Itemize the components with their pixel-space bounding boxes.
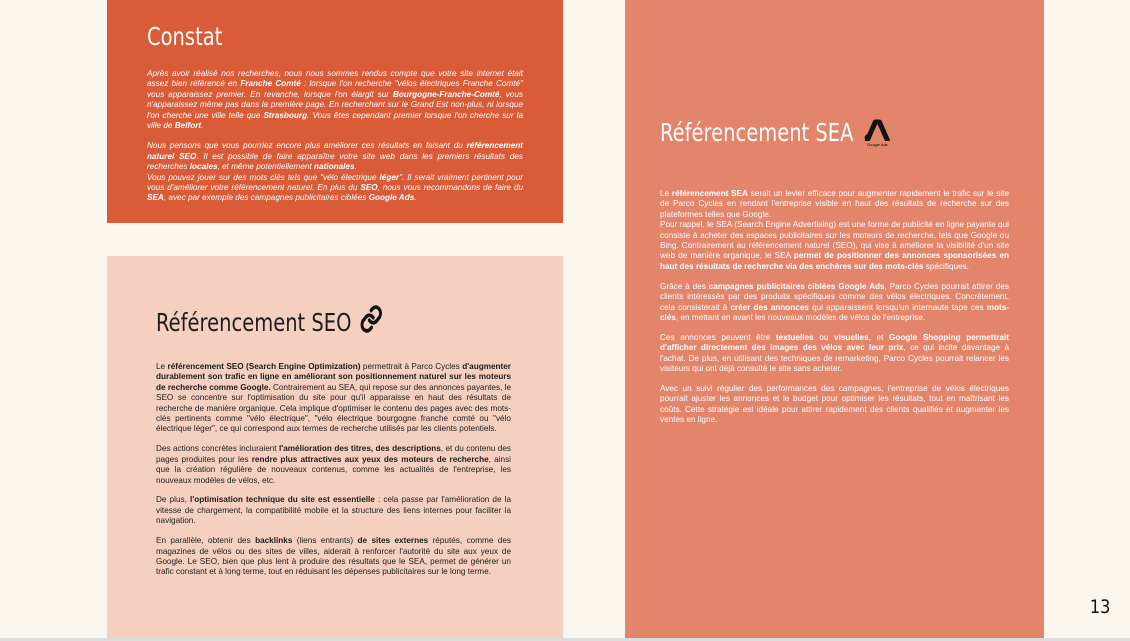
emphasis-text: backlinks [255, 536, 293, 546]
constat-title: Constat [147, 22, 223, 51]
sea-title: Référencement SEA [660, 118, 854, 147]
emphasis-text: d'augmenter durablement son trafic en ligne en améliorant son positionnement naturel sur les moteurs de recherche comme Google. [156, 362, 511, 392]
emphasis-text: de sites externes [357, 536, 429, 546]
emphasis-text: Belfort [174, 121, 202, 131]
seo-paragraph: De plus, l'optimisation technique du site est essentielle : cela passe par l'amélioration de la vitesse de chargement, la compatibilité mobile et la structure des liens internes pour faciliter la navigation. [156, 495, 512, 526]
sea-paragraph: Avec un suivi régulier des performances des campagnes, l'entreprise de vélos électriques pourrait ajuster les annonces et le budget pour optimiser les résultats, tout en maîtrisant les coûts. Cette stratégie est idéale pour attirer rapidement des clients qualifiés et augmenter les ventes en ligne. [660, 384, 1009, 425]
emphasis-text: mots-clés [660, 302, 1009, 322]
emphasis-text: visuelles [834, 332, 869, 342]
sea-title-row [660, 118, 932, 147]
sea-paragraph: Le référencement SEA serait un levier efficace pour augmenter rapidement le trafic sur le site de Parco Cycles en rendant l'entreprise visible en haut des résultats de recherche sur des plateformes telles que Google. Pour rappel, le SEA (Search Engine Advertising) est une forme de publicité en ligne payante qui consiste à acheter des espaces publicitaires sur les moteurs de recherche, tels que Google ou Bing. Contrairement au référencement naturel (SEO), qui vise à améliorer la visibilité d'un site web de manière organique, le SEA permet de positionner des annonces sponsorisées en haut des résultats de recherche via des enchères sur des mots-clés spécifiques. [660, 189, 1010, 271]
sea-paragraph: Ces annonces peuvent être textuelles ou visuelles, et Google Shopping permettrait d'afficher directement des images des vélos avec leur prix, ce qui incite davantage à l'achat. De plus, en utilisant des techniques de remarketing, Parco Cycles pourrait relancer les visiteurs qui ont déjà consulté le site sans acheter. [660, 332, 1009, 374]
page-number: 13 [1089, 596, 1111, 618]
constat-panel [107, 0, 563, 223]
emphasis-text: l'amélioration des titres, des descriptions [279, 444, 441, 454]
emphasis-text: textuelles [775, 332, 814, 342]
emphasis-text: créer des annonces [730, 302, 809, 312]
emphasis-text: SEO [360, 183, 378, 193]
seo-panel [107, 256, 563, 641]
emphasis-text: locales [189, 162, 218, 172]
emphasis-text: rendre plus attractives aux yeux des moteurs de recherche [251, 454, 489, 464]
google-ads-caption: Google Ads [867, 141, 888, 147]
seo-title: Référencement SEO [156, 307, 352, 337]
constat-body [147, 69, 523, 204]
emphasis-text: référencement SEO (Search Engine Optimization) [167, 362, 361, 371]
seo-paragraph: Des actions concrètes incluraient l'amélioration des titres, des descriptions, et du contenu des pages produites pour les rendre plus attractives aux yeux des moteurs de recherche, ainsi que la création régulière de nouveaux contenus, comme les actualités de l'entreprise, les nouveaux modèles de vélos, etc. [156, 444, 511, 485]
sea-panel [625, 0, 1044, 641]
emphasis-text: campagnes publicitaires ciblées Google Ads [708, 281, 885, 291]
emphasis-text: permet de positionner des annonces sponsorisées en haut des résultats de recherche via des enchères sur des mots-clés [660, 251, 1010, 271]
emphasis-text: SEA [147, 193, 164, 203]
emphasis-text: Google Ads [368, 193, 415, 203]
constat-paragraph: Nous pensons que vous pourriez encore plus améliorer ces résultats en faisant du référencement naturel SEO. Il est possible de faire apparaître votre site web dans les premiers résultats des recherches locales, et même potentiellement nationales. Vous pouvez jouer sur des mots clés tels que "vélo électrique léger". Il serait vraiment pertinent pour vous d'améliorer votre référencement naturel. En plus du SEO, nous vous recommandons de faire du SEA, avec par exemple des campagnes publicitaires ciblées Google Ads. [147, 141, 523, 203]
sea-paragraph: Grâce à des campagnes publicitaires ciblées Google Ads, Parco Cycles pourrait attirer des clients intéressés par des produits spécifiques comme des vélos électriques. Concrètement, cela consisterait à créer des annonces qui apparaissent lorsqu'un internaute tape ces mots-clés, en mettant en avant les nouveaux modèles de vélos de l'entreprise. [660, 281, 1010, 322]
google-ads-icon [864, 119, 890, 147]
emphasis-text: référencement SEA [671, 189, 748, 198]
emphasis-text: Google Shopping permettrait d'afficher directement des images des vélos avec leur prix [660, 332, 1009, 353]
emphasis-text: Strasbourg [263, 110, 308, 120]
emphasis-text: Franche Comté [240, 79, 301, 89]
emphasis-text: Bourgogne-Franche-Comté [393, 89, 500, 99]
sea-body [660, 189, 1009, 426]
emphasis-text: référencement naturel SEO [147, 141, 523, 161]
emphasis-text: nationales [314, 162, 355, 172]
seo-paragraph: En parallèle, obtenir des backlinks (liens entrants) de sites externes réputés, comme des magazines de vélos ou des sites de villes, aiderait à renforcer l'autorité du site aux yeux de Google. Le SEO, bien que plus lent à produire des résultats que le SEA, permet de générer un trafic constant et à long terme, tout en réduisant les dépenses publicitaires sur le long terme. [156, 536, 512, 577]
emphasis-text: l'optimisation technique du site est essentielle [189, 495, 375, 505]
seo-body [156, 362, 511, 578]
seo-title-row [156, 304, 433, 340]
link-icon [359, 304, 382, 340]
seo-paragraph: Le référencement SEO (Search Engine Optimization) permettrait à Parco Cycles d'augmenter durablement son trafic en ligne en améliorant son positionnement naturel sur les moteurs de recherche comme Google. Contrairement au SEA, qui repose sur des annonces payantes, le SEO se concentre sur l'optimisation du site pour qu'il apparaisse en haut des résultats de recherche de manière organique. Cela implique d'optimiser le contenu des pages avec des mots-clés pertinents comme "vélo électrique", "vélo électrique bourgogne franche comté ou "vélo électrique léger", ce qui correspond aux termes de recherche utilisés par les clients potentiels. [156, 362, 511, 434]
emphasis-text: léger [379, 172, 400, 182]
constat-paragraph: Après avoir réalisé nos recherches, nous nous sommes rendus compte que votre site internet était assez bien référencé en Franche Comté : lorsque l'on recherche "vélos électriques Franche Comté" vous apparaissez premier. En revanche, lorsque l'on élargit sur Bourgogne-Franche-Comté, vous n'apparaissez même pas dans la première page. En recherchant sur le Grand Est non-plus, ni lorsque l'on cherche une ville telle que Strasbourg. Vous êtes cependant premier lorsque l'on cherche sur la ville de Belfort. [147, 69, 523, 131]
